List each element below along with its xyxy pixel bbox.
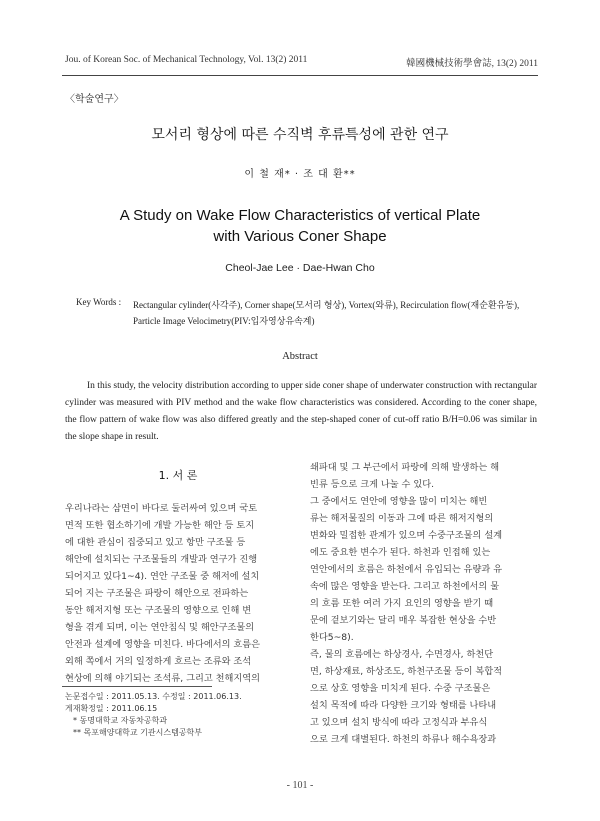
keywords-line-2: Particle Image Velocimetry(PIV:입자영상유속계)	[133, 316, 315, 326]
body-text-line: 되어지고 있다1~4). 연안 구조물 중 해저에 설치	[65, 571, 260, 582]
body-text-line: 문에 겉보기와는 달리 매우 복잡한 현상을 수반	[310, 615, 497, 626]
body-text-line: 쇄파대 및 그 부근에서 파랑에 의해 발생하는 해	[310, 462, 500, 473]
body-text-line: 변화와 밀접한 관계가 있으며 수중구조물의 설계	[310, 530, 503, 541]
body-text-line: 면적 또한 협소하기에 개발 가능한 해안 등 토지	[65, 520, 255, 531]
body-text-line: 그 중에서도 연안에 영향을 많이 미치는 해빈	[310, 496, 488, 507]
body-text-line: 속에 많은 영향을 받는다. 그리고 하천에서의 물	[310, 581, 500, 592]
page-number: - 101 -	[286, 780, 314, 791]
body-text-line: 형을 겪게 되며, 이는 연안침식 및 해안구조물의	[65, 622, 255, 633]
body-text-line: 으로 상호 영향을 미치게 된다. 수중 구조물은	[310, 683, 491, 694]
header-divider	[62, 75, 538, 76]
title-en-line-1: A Study on Wake Flow Characteristics of vertical Plate	[119, 207, 481, 224]
left-column-text	[65, 500, 291, 687]
paper-title-english	[0, 205, 600, 247]
body-text-line: 동안 해저지형 또는 구조물의 영향으로 인해 변	[65, 605, 252, 616]
article-category: 〈학술연구〉	[65, 94, 124, 105]
body-text-line: 으로 크게 대별된다. 하천의 하류나 해수욕장과	[310, 734, 497, 745]
body-text-line: 의 흐름 또한 여러 가지 요인의 영향을 받기 때	[310, 598, 494, 609]
footnote-affiliation-1: * 동명대학교 자동차공학과	[73, 716, 168, 725]
body-text-line: 되어 지는 구조물은 파랑이 해안으로 전파하는	[65, 588, 249, 599]
paper-title-korean: 모서리 형상에 따른 수직벽 후류특성에 관한 연구	[151, 127, 449, 143]
footnote-accepted-date: 게재확정일 : 2011.06.15	[65, 704, 158, 713]
body-text-line: 에 대한 관심이 집중되고 있고 항만 구조물 등	[65, 537, 246, 548]
body-text-line: 해안에 설치되는 구조물들의 개발과 연구가 진행	[65, 554, 258, 565]
body-text-line: 즉, 물의 흐름에는 하상경사, 수면경사, 하천단	[310, 649, 494, 660]
footnote-affiliation-2: ** 목포해양대학교 기관시스템공학부	[73, 728, 203, 737]
authors-korean: 이 철 재* · 조 대 환**	[244, 169, 356, 180]
keywords-list	[133, 297, 553, 329]
section-heading-introduction: 1. 서 론	[158, 469, 198, 482]
body-text-line: 한다5~8).	[310, 632, 354, 643]
right-column-text	[310, 459, 538, 748]
body-text-line: 고 있으며 설치 방식에 따라 고정식과 부유식	[310, 717, 488, 728]
body-text-line: 설치 목적에 따라 다양한 크기와 형태를 나타내	[310, 700, 497, 711]
body-text-line: 안전과 설계에 영향을 미친다. 바다에서의 흐름은	[65, 639, 261, 650]
abstract-body: In this study, the velocity distribution according to upper side coner shape of underwater construction with rectangular cylinder was measured with PIV method and the wake flow characteristics was considered. According to the coner shape, the flow pattern of wake flow was also differed greatly and the step-shaped coner of cut-off ratio B/H=0.06 was similar in the slope shape in result.	[65, 381, 537, 442]
body-text-line: 현상에 의해 야기되는 조석류, 그리고 천해지역의	[65, 673, 261, 684]
title-en-line-2: with Various Coner Shape	[213, 228, 387, 245]
journal-header-en: Jou. of Korean Soc. of Mechanical Technology, Vol. 13(2) 2011	[65, 55, 308, 65]
keywords-label: Key Words :	[76, 297, 122, 307]
body-text-line: 연안에서의 흐름은 하천에서 유입되는 유량과 유	[310, 564, 503, 575]
footnote-divider	[62, 686, 212, 687]
footnotes	[65, 691, 242, 739]
body-text-line: 면, 하상재료, 하상조도, 하천구조물 등이 복합적	[310, 666, 502, 677]
journal-header-ko: 韓國機械技術學會誌, 13(2) 2011	[406, 59, 538, 69]
authors-english: Cheol-Jae Lee · Dae-Hwan Cho	[225, 262, 375, 274]
abstract-heading: Abstract	[282, 351, 318, 362]
footnote-received-date: 논문접수일 : 2011.05.13. 수정일 : 2011.06.13.	[65, 692, 242, 701]
body-text-line: 빈류 등으로 크게 나눌 수 있다.	[310, 479, 435, 490]
body-text-line: 에도 중요한 변수가 된다. 하천과 인접해 있는	[310, 547, 491, 558]
keywords-line-1: Rectangular cylinder(사각주), Corner shape(모서리 형상), Vortex(와류), Recirculation flow(재순환유동),	[133, 300, 520, 310]
body-text-line: 류는 해저물질의 이동과 그에 따른 해저지형의	[310, 513, 494, 524]
body-text-line: 우리나라는 삼면이 바다로 둘러싸여 있으며 국토	[65, 503, 258, 514]
body-text-line: 외해 쪽에서 거의 일정하게 흐르는 조류와 조석	[65, 656, 252, 667]
